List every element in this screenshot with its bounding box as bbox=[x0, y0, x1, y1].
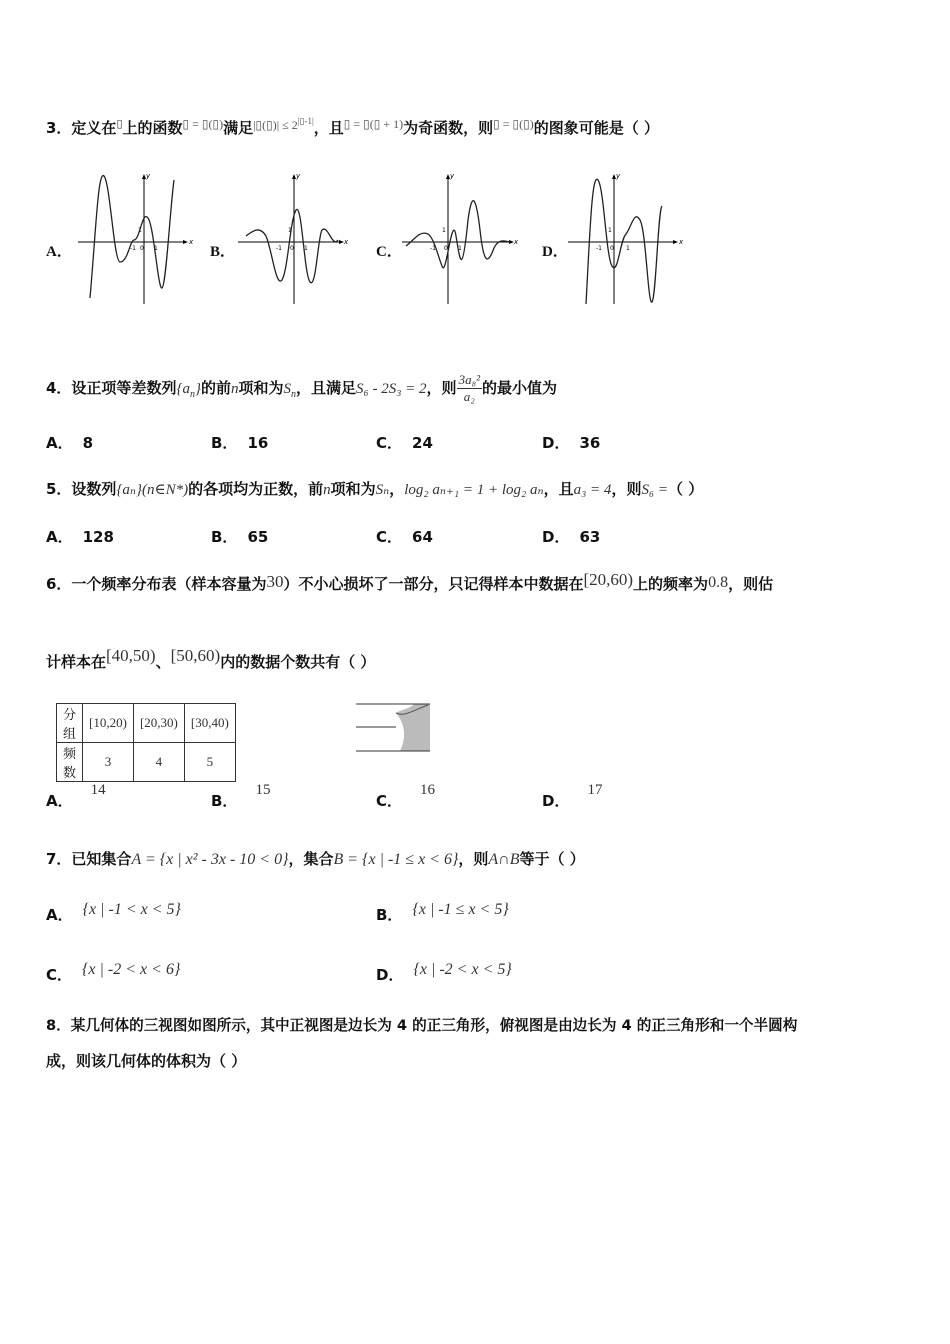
svg-text:y: y bbox=[146, 172, 151, 180]
q6-option-d-value: 17 bbox=[587, 782, 603, 798]
q7-option-d-value: {x | -2 < x < 5} bbox=[413, 961, 512, 978]
question-7 bbox=[46, 848, 585, 869]
q4-option-b[interactable] bbox=[211, 432, 268, 453]
q6-option-b[interactable] bbox=[211, 782, 271, 811]
q5-s6: S₆ = bbox=[641, 482, 669, 498]
question-6-line-1 bbox=[46, 570, 773, 594]
table-cell-3: 5 bbox=[184, 743, 235, 782]
svg-text:1: 1 bbox=[608, 227, 612, 234]
q6-line1-c: 上的频率为 bbox=[633, 575, 709, 593]
q5-prefix: 5．设数列 bbox=[46, 480, 117, 498]
svg-text:1: 1 bbox=[626, 245, 630, 252]
q7-option-b-value: {x | -1 ≤ x < 5} bbox=[412, 901, 509, 918]
svg-text:x: x bbox=[514, 238, 519, 246]
q7-option-c[interactable] bbox=[46, 961, 181, 985]
q3-formula-1: ▯ = ▯(▯) bbox=[182, 117, 224, 131]
q6-option-c-label: C． bbox=[376, 792, 403, 810]
q3-option-a-label: A． bbox=[46, 244, 72, 260]
table-cell-1: 3 bbox=[83, 743, 134, 782]
q6-option-d-label: D． bbox=[542, 792, 570, 810]
q3-text-3: ，且 bbox=[313, 119, 344, 137]
q7-option-b-label: B． bbox=[376, 906, 403, 924]
q5-n: n bbox=[323, 482, 331, 498]
q7-set-b: B = {x | -1 ≤ x < 6} bbox=[333, 851, 459, 868]
q6-option-a-label: A． bbox=[46, 792, 73, 810]
q4-option-d-value: 36 bbox=[579, 434, 601, 452]
svg-text:1: 1 bbox=[442, 227, 446, 234]
q5-text-5: （ ） bbox=[668, 480, 704, 498]
q5-condition: (n∈N*) bbox=[142, 482, 189, 498]
q4-option-c-label: C． bbox=[376, 434, 403, 452]
q7-option-c-label: C． bbox=[46, 966, 73, 984]
q3-text-1: 上的函数 bbox=[122, 119, 183, 137]
q6-option-a-value: 14 bbox=[90, 782, 106, 798]
q3-option-d-label: D． bbox=[542, 244, 568, 260]
svg-text:-1: -1 bbox=[596, 245, 602, 252]
svg-text:1: 1 bbox=[458, 245, 462, 252]
svg-text:y: y bbox=[616, 172, 621, 180]
svg-text:0: 0 bbox=[444, 245, 448, 252]
q6-line1-a: 6．一个频率分布表（样本容量为 bbox=[46, 575, 267, 593]
q5-option-b[interactable] bbox=[211, 526, 268, 547]
q3-graph-b bbox=[238, 170, 350, 306]
q5-sequence: {aₙ} bbox=[116, 482, 143, 498]
q5-option-d-value: 63 bbox=[579, 528, 601, 546]
q5-option-a-label: A． bbox=[46, 528, 73, 546]
q4-fraction-numerator: 3a₈² bbox=[458, 372, 480, 387]
q7-option-a-label: A． bbox=[46, 906, 73, 924]
question-5: 5．设数列{aₙ}(n∈N*)的各项均为正数，前n项和为Sₙ，log₂ aₙ₊₁ = 1 + log₂ aₙ，且a₃ = 4，则S₆ =（ ） bbox=[46, 480, 704, 498]
q4-option-a-value: 8 bbox=[82, 434, 94, 452]
q3-text-4: 为奇函数，则 bbox=[403, 119, 494, 137]
table-cell-2: 4 bbox=[133, 743, 184, 782]
q4-option-a-label: A． bbox=[46, 434, 73, 452]
question-4 bbox=[46, 372, 557, 405]
q4-text-2: 项和为 bbox=[238, 379, 284, 397]
q5-option-c[interactable] bbox=[376, 526, 433, 547]
q7-prefix: 7．已知集合 bbox=[46, 850, 132, 868]
svg-text:-1: -1 bbox=[276, 245, 282, 252]
q4-option-c[interactable] bbox=[376, 432, 433, 453]
svg-text:0: 0 bbox=[610, 245, 614, 252]
q6-option-c[interactable] bbox=[376, 782, 436, 811]
q7-option-b[interactable] bbox=[376, 901, 509, 925]
q5-text-1: 的各项均为正数，前 bbox=[188, 480, 324, 498]
svg-text:y: y bbox=[450, 172, 455, 180]
svg-text:-1: -1 bbox=[130, 245, 136, 252]
q7-text-3: 等于（ ） bbox=[519, 850, 585, 868]
q3-graph-a bbox=[78, 170, 196, 306]
q4-prefix: 4．设正项等差数列 bbox=[46, 379, 177, 397]
q4-equation: S₆ - 2S₃ = 2 bbox=[356, 381, 427, 397]
q5-option-c-label: C． bbox=[376, 528, 403, 546]
q4-n: n bbox=[230, 381, 239, 397]
svg-text:y: y bbox=[296, 172, 301, 180]
q7-option-a-value: {x | -1 < x < 5} bbox=[82, 901, 181, 918]
question-8-line-2: 成，则该几何体的体积为（ ） bbox=[46, 1052, 247, 1070]
q5-text-2: 项和为 bbox=[330, 480, 376, 498]
q4-option-b-value: 16 bbox=[247, 434, 269, 452]
q7-text-1: ，集合 bbox=[288, 850, 334, 868]
missing-glyph: ▯ bbox=[116, 118, 123, 130]
q4-text-1: 的前 bbox=[200, 379, 231, 397]
q7-intersection: A∩B bbox=[488, 851, 520, 868]
q4-fraction-denominator: a₂ bbox=[463, 389, 475, 404]
table-header-3: [30,40) bbox=[184, 704, 235, 743]
q5-option-d[interactable] bbox=[542, 526, 600, 547]
q4-option-a[interactable] bbox=[46, 432, 93, 453]
q6-line1-b: ）不小心损坏了一部分，只记得样本中数据在 bbox=[283, 575, 584, 593]
q4-sn: $S_n$ bbox=[283, 381, 296, 400]
q7-option-c-value: {x | -2 < x < 6} bbox=[82, 961, 181, 978]
q5-text-4: ，则 bbox=[611, 480, 642, 498]
q3-graph-d bbox=[568, 170, 686, 306]
q4-sequence: $\{a_n\}$ bbox=[176, 381, 201, 400]
q5-option-b-value: 65 bbox=[247, 528, 269, 546]
q3-formula-2: |▯(▯)| ≤ 2|▯-1| bbox=[253, 116, 314, 132]
q4-option-d[interactable] bbox=[542, 432, 600, 453]
q7-text-2: ，则 bbox=[458, 850, 489, 868]
question-8-line-1: 8．某几何体的三视图如图所示，其中正视图是边长为 4 的正三角形，俯视图是由边长为 4 的正三角形和一个半圆构 bbox=[46, 1017, 798, 1034]
svg-text:x: x bbox=[679, 238, 684, 246]
q3-option-c-label: C． bbox=[376, 244, 402, 260]
q6-interval: [20,60) bbox=[583, 570, 634, 589]
q6-interval-2: [50,60) bbox=[170, 646, 221, 665]
question-3 bbox=[46, 116, 659, 138]
q6-line2-a: 计样本在 bbox=[46, 653, 107, 671]
table-header-group: 分组 bbox=[57, 704, 83, 743]
q4-text-3: ，且满足 bbox=[295, 379, 356, 397]
q4-option-d-label: D． bbox=[542, 434, 570, 452]
q4-option-c-value: 24 bbox=[412, 434, 433, 452]
q3-prefix: 3．定义在 bbox=[46, 119, 117, 137]
q6-option-b-label: B． bbox=[211, 792, 238, 810]
q6-option-a[interactable] bbox=[46, 782, 106, 811]
q7-set-a: A = {x | x² - 3x - 10 < 0} bbox=[131, 851, 289, 868]
q6-option-d[interactable] bbox=[542, 782, 603, 811]
svg-text:0: 0 bbox=[140, 245, 144, 252]
q5-option-b-label: B． bbox=[211, 528, 238, 546]
q3-formula-4: ▯ = ▯(▯) bbox=[493, 117, 534, 131]
svg-text:1: 1 bbox=[288, 227, 292, 234]
q4-fraction bbox=[457, 372, 482, 405]
q5-sn: Sₙ bbox=[375, 482, 390, 498]
q5-text-3: ，且 bbox=[543, 480, 574, 498]
svg-text:x: x bbox=[344, 238, 349, 246]
q6-option-c-value: 16 bbox=[420, 782, 436, 798]
q3-text-5: 的图象可能是（ ） bbox=[533, 119, 659, 137]
q4-text-5: 的最小值为 bbox=[481, 379, 557, 397]
svg-text:1: 1 bbox=[154, 245, 158, 252]
q7-option-a[interactable] bbox=[46, 901, 181, 925]
q6-line1-d: ，则估 bbox=[728, 575, 774, 593]
q3-text-2: 满足 bbox=[223, 119, 254, 137]
q5-a3: a₃ = 4 bbox=[573, 482, 612, 498]
q6-interval-1: [40,50) bbox=[106, 646, 156, 665]
table-header-2: [20,30) bbox=[133, 704, 184, 743]
q5-option-a-value: 128 bbox=[82, 528, 114, 546]
svg-text:-1: -1 bbox=[430, 245, 436, 252]
q6-separator: 、 bbox=[155, 653, 171, 671]
table-header-1: [10,20) bbox=[83, 704, 134, 743]
svg-text:x: x bbox=[189, 238, 194, 246]
q6-sample-size: 30 bbox=[266, 572, 284, 591]
q5-equation: log₂ aₙ₊₁ = 1 + log₂ aₙ bbox=[404, 482, 544, 498]
q7-option-d-label: D． bbox=[376, 966, 404, 984]
svg-text:0: 0 bbox=[290, 245, 294, 252]
svg-text:1: 1 bbox=[304, 245, 308, 252]
q3-formula-3: ▯ = ▯(▯ + 1) bbox=[343, 117, 404, 131]
table-row-label-count: 频数 bbox=[57, 743, 83, 782]
q6-option-b-value: 15 bbox=[255, 782, 271, 798]
q6-line2-b: 内的数据个数共有（ ） bbox=[220, 653, 376, 671]
question-6-line-2 bbox=[46, 646, 375, 672]
q7-option-d[interactable] bbox=[376, 961, 512, 985]
q3-option-b-label: B． bbox=[210, 244, 236, 260]
svg-text:1: 1 bbox=[138, 227, 142, 234]
q6-frequency: 0.8 bbox=[708, 574, 729, 591]
q3-graph-c bbox=[402, 170, 520, 306]
q5-option-c-value: 64 bbox=[412, 528, 433, 546]
q5-option-d-label: D． bbox=[542, 528, 570, 546]
q4-text-4: ，则 bbox=[426, 379, 457, 397]
q5-option-a[interactable] bbox=[46, 526, 114, 547]
q4-option-b-label: B． bbox=[211, 434, 238, 452]
